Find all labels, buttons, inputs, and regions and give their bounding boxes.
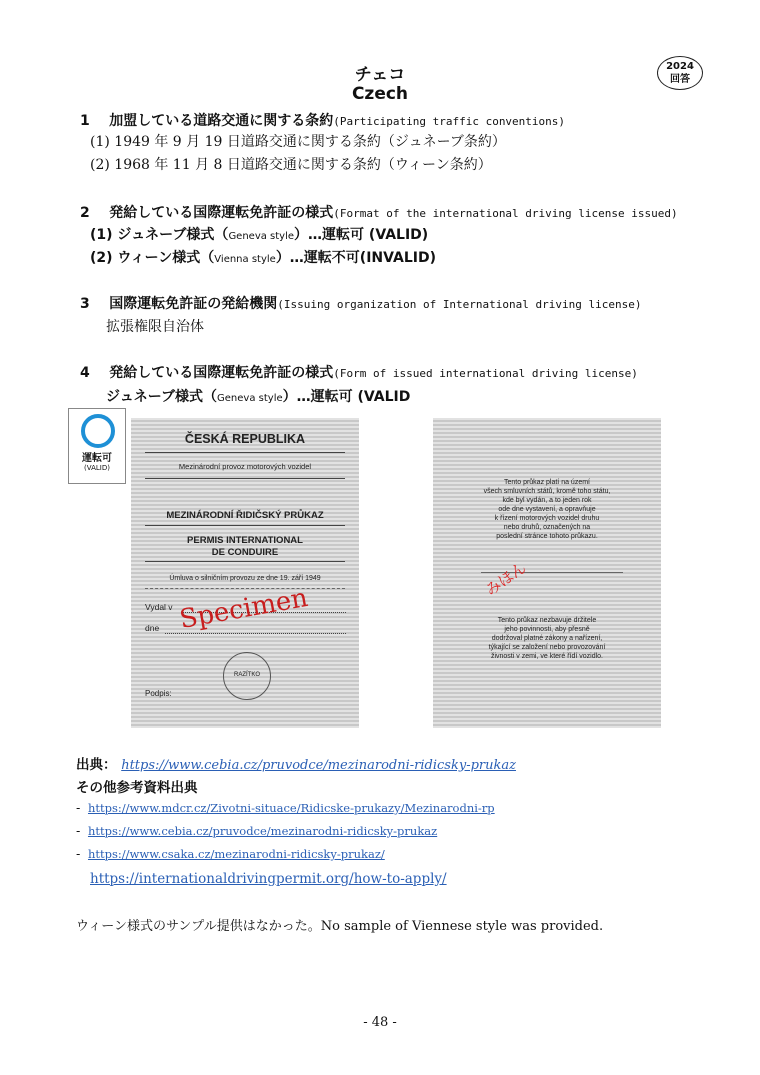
valid-mark-ja: 運転可 (82, 453, 112, 464)
permit-signature-label: Podpis: (145, 689, 172, 698)
section-3-title: 国際運転免許証の発給機関 (109, 296, 278, 312)
ref-link[interactable]: https://www.csaka.cz/mezinarodni-ridicsky-prukaz/ (87, 847, 385, 861)
back-line: všech smluvních států, kromě toho státu, (483, 488, 611, 495)
permit-name-cz: MEZINÁRODNÍ ŘIDIČSKÝ PRŮKAZ (166, 510, 324, 521)
permit-back-text-2 (433, 616, 661, 661)
source-line (76, 753, 516, 773)
ref-link[interactable]: https://internationaldrivingpermit.org/how-to-apply/ (90, 871, 447, 887)
source-label: 出典： (76, 757, 117, 773)
permit-back-text-1 (433, 478, 661, 541)
section-4-heading (80, 362, 638, 382)
permit-date-label: dne (145, 623, 160, 633)
section-4-status: ）…運転可 (VALID (282, 389, 411, 405)
permit-treaty: Úmluva o silničním provozu ze dne 19. září 1949 (169, 575, 321, 582)
source-link[interactable]: https://www.cebia.cz/pruvodce/mezinarodni-ridicsky-prukaz (121, 758, 516, 773)
section-2-item-1 (90, 224, 428, 244)
section-1-title-en: (Participating traffic conventions) (333, 115, 566, 128)
item-1-style: Geneva style (228, 231, 295, 242)
item-2-style: Vienna style (214, 254, 276, 265)
back-line: dodržoval platné zákony a nařízení, (491, 635, 603, 642)
section-1-title: 加盟している道路交通に関する条約 (109, 113, 334, 129)
back-line: ode dne vystavení, a opravňuje (498, 506, 596, 513)
ref-dash: - (76, 801, 81, 815)
item-2-status: ）…運転不可(INVALID) (275, 250, 437, 266)
badge-year: 2024 (666, 61, 694, 72)
circle-icon (81, 414, 115, 448)
section-2-title-en: (Format of the international driving license issued) (333, 207, 678, 220)
section-4-style: Geneva style (217, 393, 283, 404)
section-4-title: 発給している国際運転免許証の様式 (109, 365, 334, 381)
section-4-title-en: (Form of issued international driving license) (333, 367, 638, 380)
ref-dash: - (76, 847, 81, 861)
back-line: týkající se založení nebo provozování (488, 644, 606, 651)
section-4-line (106, 386, 410, 406)
page-number: - 48 - (363, 1015, 397, 1030)
back-line: živnosti v zemi, ve které řídí vozidlo. (490, 653, 604, 660)
back-line: Tento průkaz platí na území (504, 479, 590, 486)
ref-item (76, 801, 495, 815)
back-line: jeho povinnosti, aby přesně (504, 626, 590, 633)
specimen-watermark: Specimen (177, 582, 311, 636)
item-2-prefix: (2) ウィーン様式（ (90, 250, 215, 266)
section-3-body: 拡張権限自治体 (106, 319, 204, 335)
section-2-item-2 (90, 247, 436, 267)
ref-link[interactable]: https://www.cebia.cz/pruvodce/mezinarodni-ridicsky-prukaz (87, 824, 438, 838)
permit-back-image (433, 418, 661, 728)
stamp-label: RAZÍTKO (233, 672, 260, 678)
ref-item (76, 824, 437, 838)
permit-country: ČESKÁ REPUBLIKA (184, 432, 306, 446)
back-line: k řízení motorových vozidel druhu (494, 515, 600, 522)
back-line: kde byl vydán, a to jeden rok (502, 497, 592, 504)
ref-item (90, 868, 447, 887)
no-vienna-note: ウィーン様式のサンプル提供はなかった。No sample of Viennese style was provided. (76, 919, 604, 934)
back-line: poslední stránce tohoto průkazu. (496, 533, 598, 540)
section-3-heading (80, 293, 642, 313)
permit-issued-label: Vydal v (145, 602, 173, 612)
section-2-title: 発給している国際運転免許証の様式 (109, 205, 334, 221)
back-line: nebo druhů, označených na (503, 524, 591, 531)
section-2-heading (80, 202, 678, 222)
stamp-circle (223, 652, 271, 700)
section-3-title-en: (Issuing organization of International driving license) (277, 298, 642, 311)
section-1-number: 1 (80, 113, 90, 129)
valid-mark-en: (VALID) (84, 464, 110, 472)
page-title-ja: チェコ (354, 65, 406, 85)
permit-front-image (131, 418, 359, 728)
item-1-status: ）…運転可 (VALID) (294, 227, 429, 243)
refs-label: その他参考資料出典 (76, 780, 198, 796)
ref-dash: - (76, 824, 81, 838)
item-1-prefix: (1) ジュネーブ様式（ (90, 227, 229, 243)
permit-name-fr-2: DE CONDUIRE (211, 547, 279, 558)
permit-subtitle: Mezinárodní provoz motorových vozidel (178, 462, 312, 471)
section-1-item-1: (1) 1949 年 9 月 19 日道路交通に関する条約（ジュネーブ条約） (90, 134, 506, 150)
section-4-number: 4 (80, 365, 90, 381)
permit-name-fr-1: PERMIS INTERNATIONAL (187, 535, 303, 546)
section-3-number: 3 (80, 296, 90, 312)
answer-badge (657, 56, 703, 90)
page-title-en: Czech (351, 84, 409, 104)
section-2-number: 2 (80, 205, 90, 221)
badge-label: 回答 (670, 74, 690, 85)
ref-item (76, 847, 385, 861)
section-1-heading (80, 110, 565, 130)
valid-mark (68, 408, 126, 484)
ref-link[interactable]: https://www.mdcr.cz/Zivotni-situace/Ridicske-prukazy/Mezinarodni-rp (87, 801, 495, 815)
section-1-item-2: (2) 1968 年 11 月 8 日道路交通に関する条約（ウィーン条約） (90, 157, 492, 173)
back-line: Tento průkaz nezbavuje držitele (497, 617, 597, 624)
section-4-prefix: ジュネーブ様式（ (106, 389, 218, 405)
mihon-stamp: みほん (482, 558, 530, 600)
